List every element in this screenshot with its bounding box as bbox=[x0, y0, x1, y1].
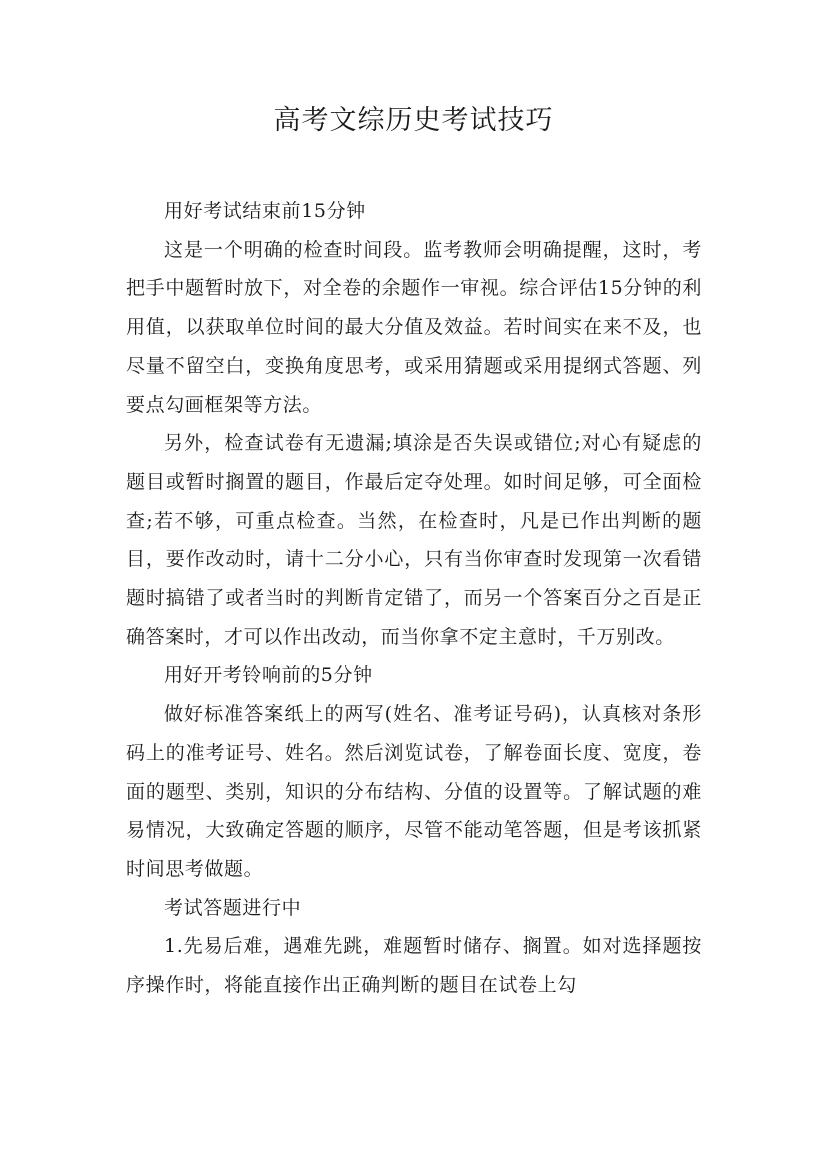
paragraph: 另外，检查试卷有无遗漏;填涂是否失误或错位;对心有疑虑的题目或暂时搁置的题目，作最后定夺处理。如时间足够，可全面检查;若不够，可重点检查。当然，在检查时，凡是已作出判断的题目，要作改动时，请十二分小心，只有当你审查时发现第一次看错题时搞错了或者当时的判断肯定错了，而另一个答案百分之百是正确答案时，才可以作出改动，而当你拿不定主意时，千万别改。 bbox=[126, 432, 702, 648]
paragraph: 1.先易后难，遇难先跳，难题暂时储存、搁置。如对选择题按序操作时，将能直接作出正确判断的题目在试卷上勾 bbox=[126, 935, 702, 997]
paragraph: 做好标准答案纸上的两写(姓名、准考证号码)，认真核对条形码上的准考证号、姓名。然后浏览试卷，了解卷面长度、宽度，卷面的题型、类别，知识的分布结构、分值的设置等。了解试题的难易情况，大致确定答题的顺序，尽管不能动笔答题，但是考该抓紧时间思考做题。 bbox=[126, 703, 702, 880]
paragraph: 这是一个明确的检查时间段。监考教师会明确提醒，这时，考把手中题暂时放下，对全卷的余题作一审视。综合评估15分钟的利用值，以获取单位时间的最大分值及效益。若时间实在来不及，也尽量不留空白，变换角度思考，或采用猜题或采用提纲式答题、列要点勾画框架等方法。 bbox=[126, 238, 702, 416]
section-heading-first-5-minutes: 用好开考铃响前的5分钟 bbox=[164, 664, 373, 687]
section-heading-last-15-minutes: 用好考试结束前15分钟 bbox=[164, 200, 366, 222]
document-title: 高考文综历史考试技巧 bbox=[273, 105, 554, 136]
document-body bbox=[126, 192, 702, 1005]
section-heading-during-exam: 考试答题进行中 bbox=[164, 896, 302, 919]
